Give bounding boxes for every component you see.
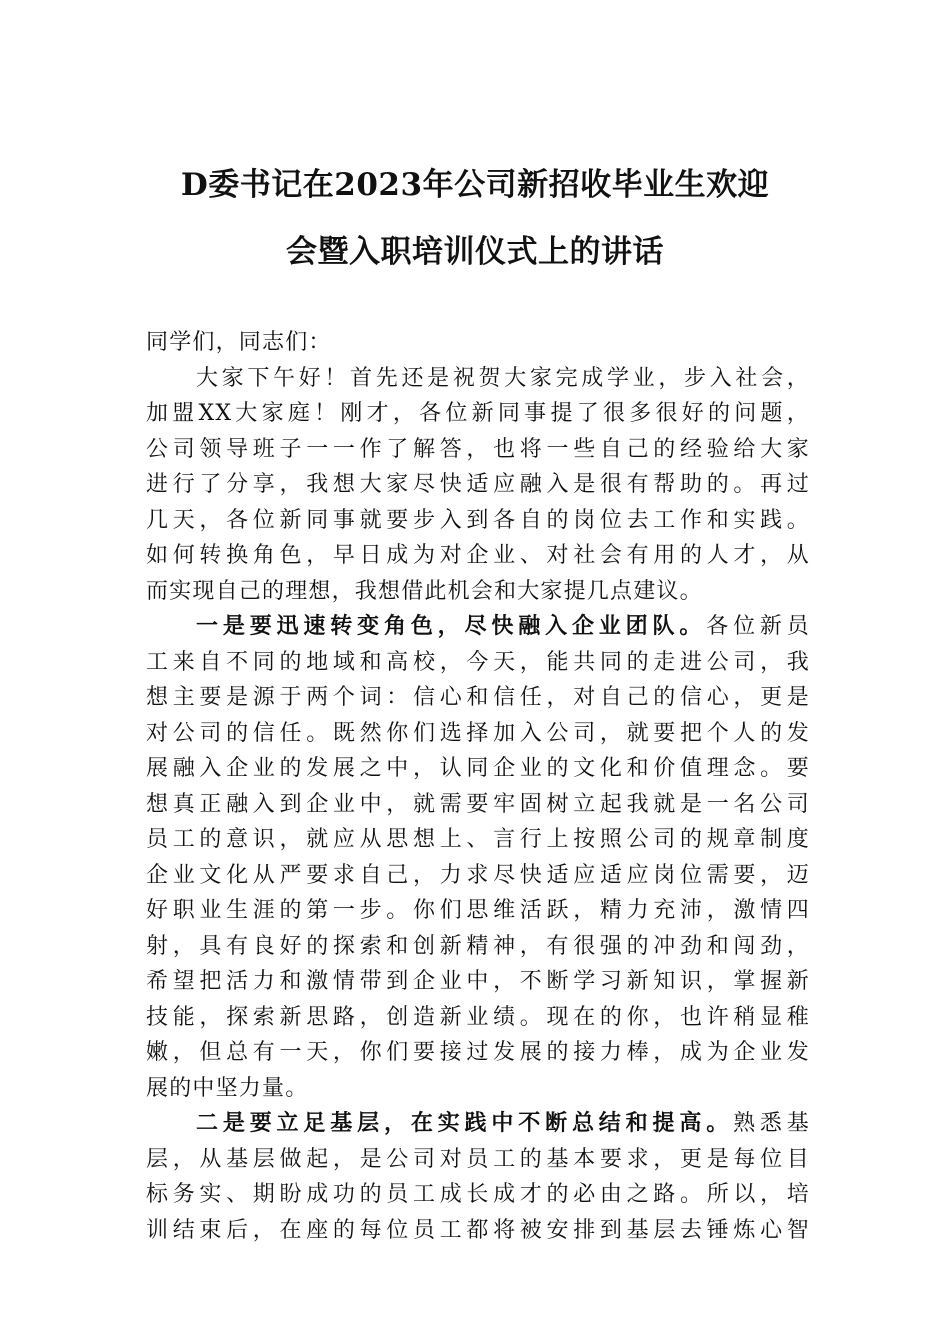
paragraph-line: 展融入企业的发展之中，认同企业的文化和价值理念。要 bbox=[146, 756, 810, 781]
section-heading-2: 二是要立足基层，在实践中不断总结和提高。 bbox=[196, 1110, 734, 1136]
paragraph-line bbox=[146, 1106, 810, 1142]
title-line-1: D委书记在2023年公司新招收毕业生欢迎 bbox=[180, 167, 770, 203]
paragraph-line: 想真正融入到企业中，就需要牢固树立起我就是一名公司 bbox=[146, 791, 810, 817]
paragraph-line: 员工的意识，就应从思想上、言行上按照公司的规章制度 bbox=[146, 827, 810, 852]
speech-body bbox=[146, 325, 810, 1248]
paragraph-text: 各位新员 bbox=[706, 614, 810, 639]
paragraph-line: 公司领导班子一一作了解答，也将一些自己的经验给大家 bbox=[146, 436, 810, 462]
paragraph-line: 展的中坚力量。 bbox=[146, 1075, 309, 1101]
paragraph-line: 工来自不同的地域和高校，今天，能共同的走进公司，我 bbox=[146, 649, 810, 675]
paragraph-line: 如何转换角色，早日成为对企业、对社会有用的人才，从 bbox=[146, 543, 810, 568]
paragraph-line: 技能，探索新思路，创造新业绩。现在的你，也许稍显稚 bbox=[146, 1004, 810, 1030]
paragraph-line: 射，具有良好的探索和创新精神，有很强的冲劲和闯劲， bbox=[146, 933, 810, 959]
section-heading-1: 一是要迅速转变角色，尽快融入企业团队。 bbox=[196, 613, 707, 639]
paragraph-line: 想主要是源于两个词：信心和信任，对自己的信心，更是 bbox=[146, 685, 810, 710]
paragraph-line: 几天，各位新同事就要步入到各自的岗位去工作和实践。 bbox=[146, 507, 810, 533]
paragraph-line: 企业文化从严要求自己，力求尽快适应适应岗位需要，迈 bbox=[146, 862, 810, 888]
paragraph-line: 嫩，但总有一天，你们要接过发展的接力棒，成为企业发 bbox=[146, 1040, 810, 1065]
paragraph-text: 熟悉基 bbox=[733, 1111, 810, 1136]
paragraph-line bbox=[146, 609, 810, 645]
paragraph-line: 训结束后，在座的每位员工都将被安排到基层去锤炼心智 bbox=[146, 1217, 810, 1243]
salutation: 同学们，同志们： bbox=[146, 330, 332, 355]
paragraph-line: 进行了分享，我想大家尽快适应融入是很有帮助的。再过 bbox=[146, 472, 810, 497]
paragraph-line: 大家下午好！首先还是祝贺大家完成学业，步入社会， bbox=[196, 365, 810, 391]
title-line-2: 会暨入职培训仪式上的讲话 bbox=[286, 234, 664, 270]
paragraph-line: 标务实、期盼成功的员工成长成才的必由之路。所以，培 bbox=[146, 1182, 810, 1207]
paragraph-line: 层，从基层做起，是公司对员工的基本要求，更是每位目 bbox=[146, 1146, 810, 1172]
paragraph-line: 加盟XX大家庭！刚才，各位新同事提了很多很好的问题， bbox=[146, 401, 810, 426]
paragraph-line: 而实现自己的理想，我想借此机会和大家提几点建议。 bbox=[146, 578, 703, 604]
paragraph-line: 希望把活力和激情带到企业中，不断学习新知识，掌握新 bbox=[146, 969, 810, 994]
paragraph-line: 对公司的信任。既然你们选择加入公司，就要把个人的发 bbox=[146, 720, 810, 746]
paragraph-line: 好职业生涯的第一步。你们思维活跃，精力充沛，激情四 bbox=[146, 898, 810, 923]
